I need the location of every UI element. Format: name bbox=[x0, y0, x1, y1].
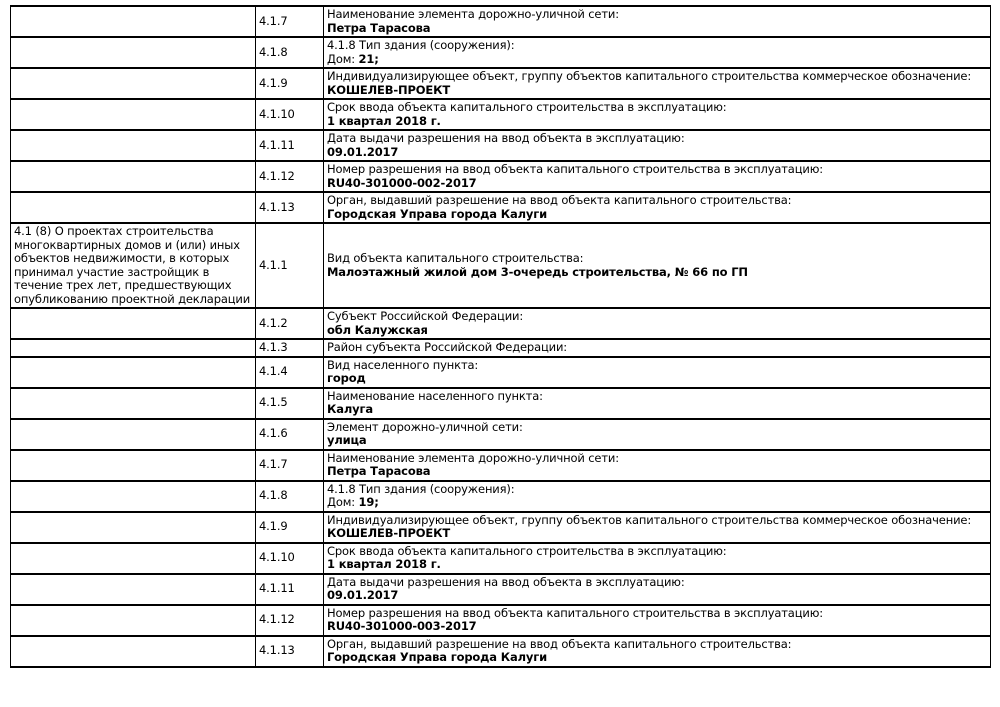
value-bold: 19; bbox=[358, 495, 379, 509]
field-value: Калуга bbox=[327, 402, 373, 416]
field-label: Срок ввода объекта капитального строительства в эксплуатацию: bbox=[327, 100, 727, 114]
row-code: 4.1.13 bbox=[256, 192, 324, 223]
left-cell bbox=[11, 6, 256, 37]
value-bold: 21; bbox=[358, 51, 379, 66]
field-label: Субъект Российской Федерации: bbox=[327, 309, 524, 323]
row-code: 4.1.3 bbox=[256, 339, 324, 357]
table-row bbox=[11, 388, 991, 419]
field-value: город bbox=[327, 371, 366, 385]
table-row bbox=[11, 450, 991, 481]
table-row bbox=[11, 636, 991, 667]
row-code: 4.1.10 bbox=[256, 99, 324, 130]
table-row bbox=[11, 605, 991, 636]
row-code: 4.1.8 bbox=[256, 37, 324, 68]
project-declaration-table bbox=[10, 5, 991, 668]
table-row bbox=[11, 130, 991, 161]
row-code: 4.1.8 bbox=[256, 481, 324, 512]
field-label: Орган, выдавший разрешение на ввод объекта капитального строительства: bbox=[327, 193, 792, 207]
table-row bbox=[11, 512, 991, 543]
field-label: Наименование элемента дорожно-уличной сети: bbox=[327, 450, 619, 465]
field-label: Орган, выдавший разрешение на ввод объекта капитального строительства: bbox=[327, 636, 792, 651]
row-code: 4.1.12 bbox=[256, 605, 324, 636]
field-value: Петра Тарасова bbox=[327, 20, 431, 35]
left-cell bbox=[11, 450, 256, 481]
value-prefix: Дом: bbox=[327, 495, 359, 509]
left-cell bbox=[11, 388, 256, 419]
left-cell bbox=[11, 130, 256, 161]
left-cell bbox=[11, 419, 256, 450]
table-row bbox=[11, 481, 991, 512]
left-cell bbox=[11, 512, 256, 543]
table-row bbox=[11, 419, 991, 450]
field-label: Номер разрешения на ввод объекта капитального строительства в эксплуатацию: bbox=[327, 605, 823, 620]
field-value: Малоэтажный жилой дом 3-очередь строительства, № 66 по ГП bbox=[327, 264, 748, 279]
table-row bbox=[11, 308, 991, 339]
row-code: 4.1.11 bbox=[256, 574, 324, 605]
field-value bbox=[327, 53, 987, 67]
field-label: Индивидуализирующее объект, группу объектов капитального строительства коммерческое обозначение: bbox=[327, 69, 972, 83]
row-code: 4.1.5 bbox=[256, 388, 324, 419]
table-row bbox=[11, 543, 991, 574]
table-row bbox=[11, 357, 991, 388]
field-value: RU40-301000-002-2017 bbox=[327, 175, 477, 190]
field-value: 09.01.2017 bbox=[327, 144, 399, 159]
table-row bbox=[11, 68, 991, 99]
left-cell bbox=[11, 68, 256, 99]
left-cell bbox=[11, 357, 256, 388]
table-row bbox=[11, 99, 991, 130]
field-label: Вид объекта капитального строительства: bbox=[327, 251, 584, 265]
row-code: 4.1.6 bbox=[256, 419, 324, 450]
field-value bbox=[327, 496, 987, 510]
table-row-section bbox=[11, 223, 991, 308]
value-prefix: Дом: bbox=[327, 51, 359, 66]
field-value: Петра Тарасова bbox=[327, 464, 431, 478]
left-cell bbox=[11, 339, 256, 357]
left-cell bbox=[11, 543, 256, 574]
field-label: 4.1.8 Тип здания (сооружения): bbox=[327, 38, 515, 52]
field-value: Городская Управа города Калуги bbox=[327, 206, 548, 221]
field-label: Наименование элемента дорожно-уличной сети: bbox=[327, 7, 619, 21]
field-value: 1 квартал 2018 г. bbox=[327, 113, 441, 128]
section-label: 4.1 (8) О проектах строительства многоквартирных домов и (или) иных объектов недвижимости, в которых принимал участие застройщик в течение трех лет, предшествующих опубликованию проектной декларации bbox=[11, 223, 256, 308]
field-label: Наименование населенного пункта: bbox=[327, 388, 543, 403]
field-value: КОШЕЛЕВ-ПРОЕКТ bbox=[327, 82, 451, 97]
left-cell bbox=[11, 161, 256, 192]
left-cell bbox=[11, 636, 256, 667]
left-cell bbox=[11, 37, 256, 68]
field-value: RU40-301000-003-2017 bbox=[327, 619, 477, 633]
left-cell bbox=[11, 605, 256, 636]
field-label: Вид населенного пункта: bbox=[327, 357, 479, 372]
field-value: КОШЕЛЕВ-ПРОЕКТ bbox=[327, 526, 451, 540]
field-value: Городская Управа города Калуги bbox=[327, 650, 548, 664]
table-row bbox=[11, 37, 991, 68]
table-row bbox=[11, 574, 991, 605]
left-cell bbox=[11, 99, 256, 130]
left-cell bbox=[11, 308, 256, 339]
table-row bbox=[11, 192, 991, 223]
row-code: 4.1.9 bbox=[256, 512, 324, 543]
field-label: Район субъекта Российской Федерации: bbox=[327, 340, 568, 354]
row-code: 4.1.2 bbox=[256, 308, 324, 339]
row-code: 4.1.11 bbox=[256, 130, 324, 161]
field-label: 4.1.8 Тип здания (сооружения): bbox=[327, 481, 515, 496]
row-code: 4.1.10 bbox=[256, 543, 324, 574]
row-code: 4.1.1 bbox=[256, 223, 324, 308]
table-row bbox=[11, 339, 991, 357]
table-row bbox=[11, 161, 991, 192]
row-code: 4.1.4 bbox=[256, 357, 324, 388]
field-label: Дата выдачи разрешения на ввод объекта в эксплуатацию: bbox=[327, 131, 685, 145]
row-code: 4.1.7 bbox=[256, 450, 324, 481]
field-label: Номер разрешения на ввод объекта капитального строительства в эксплуатацию: bbox=[327, 162, 823, 176]
left-cell bbox=[11, 574, 256, 605]
row-code: 4.1.9 bbox=[256, 68, 324, 99]
left-cell bbox=[11, 192, 256, 223]
field-value: 09.01.2017 bbox=[327, 588, 399, 602]
field-label: Срок ввода объекта капитального строительства в эксплуатацию: bbox=[327, 543, 727, 558]
row-code: 4.1.12 bbox=[256, 161, 324, 192]
field-value: обл Калужская bbox=[327, 322, 428, 337]
field-value: 1 квартал 2018 г. bbox=[327, 557, 441, 571]
field-label: Дата выдачи разрешения на ввод объекта в эксплуатацию: bbox=[327, 574, 685, 589]
field-value: улица bbox=[327, 433, 367, 447]
table-row bbox=[11, 6, 991, 37]
row-code: 4.1.7 bbox=[256, 6, 324, 37]
field-label: Индивидуализирующее объект, группу объектов капитального строительства коммерческое обозначение: bbox=[327, 512, 972, 527]
field-label: Элемент дорожно-уличной сети: bbox=[327, 419, 523, 434]
left-cell bbox=[11, 481, 256, 512]
row-code: 4.1.13 bbox=[256, 636, 324, 667]
